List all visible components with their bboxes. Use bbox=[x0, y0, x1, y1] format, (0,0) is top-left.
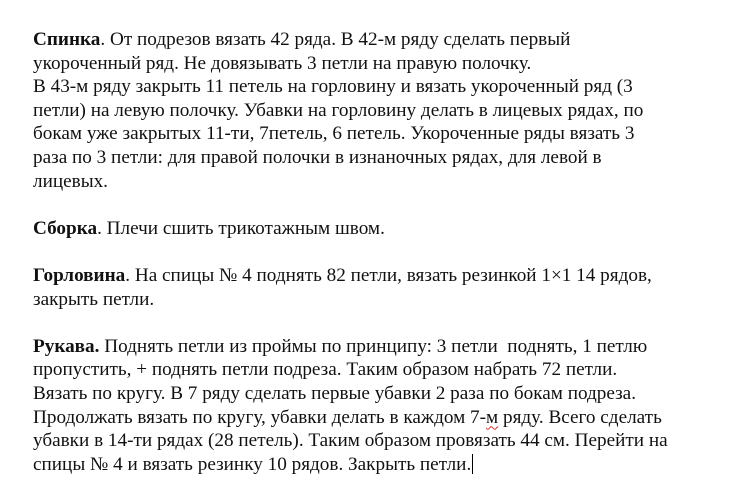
heading-spinka: Спинка bbox=[33, 29, 101, 50]
text-spinka-2: В 43-м ряду закрыть 11 петель на горловину и вязать укороченный ряд (3 петли) на левую полочку. Убавки на горловину делать в лицевых рядах, по бокам уже закрытых 11-ти, 7петель, 6 петель. Укороченные ряды вязать 3 раза по 3 петли: для правой полочки в изнаночных рядах, для левой в лицевых. bbox=[33, 76, 644, 192]
text-gorlovina: . На спицы № 4 поднять 82 петли, вязать резинкой 1×1 14 рядов, закрыть петли. bbox=[33, 264, 652, 310]
paragraph-sborka bbox=[33, 217, 738, 241]
heading-rukava: Рукава. bbox=[33, 335, 100, 357]
paragraph-spinka-continued bbox=[33, 75, 738, 193]
text-cursor bbox=[472, 454, 473, 474]
heading-gorlovina: Горловина bbox=[33, 264, 126, 286]
blank-line bbox=[33, 240, 738, 264]
text-sborka: . Плечи сшить трикотажным швом. bbox=[97, 217, 385, 239]
spellcheck-flagged-word[interactable]: м bbox=[486, 406, 499, 428]
paragraph-rukava bbox=[33, 335, 738, 477]
blank-line bbox=[33, 193, 738, 217]
paragraph-gorlovina bbox=[33, 264, 738, 311]
blank-line bbox=[33, 311, 738, 335]
paragraph-spinka bbox=[33, 28, 738, 75]
document-body[interactable] bbox=[33, 28, 738, 476]
text-rukava-before: Поднять петли из проймы по принципу: 3 петли поднять, 1 петлю пропустить, + поднять петли подреза. Таким образом набрать 72 петли. Вязать по кругу. В 7 ряду сделать первые убавки 2 раза по бокам подреза. Продолжать вязать по кругу, убавки делать в каждом 7- bbox=[33, 335, 648, 428]
text-rukava-after: ряду. Всего сделать убавки в 14-ти рядах (28 петель). Таким образом провязать 44 см. Перейти на спицы № 4 и вязать резинку 10 рядов. Закрыть петли. bbox=[33, 406, 668, 475]
heading-sborka: Сборка bbox=[33, 217, 98, 239]
text-spinka-1: . От подрезов вязать 42 ряда. В 42-м ряду сделать первый укороченный ряд. Не довязывать 3 петли на правую полочку. bbox=[33, 29, 571, 74]
